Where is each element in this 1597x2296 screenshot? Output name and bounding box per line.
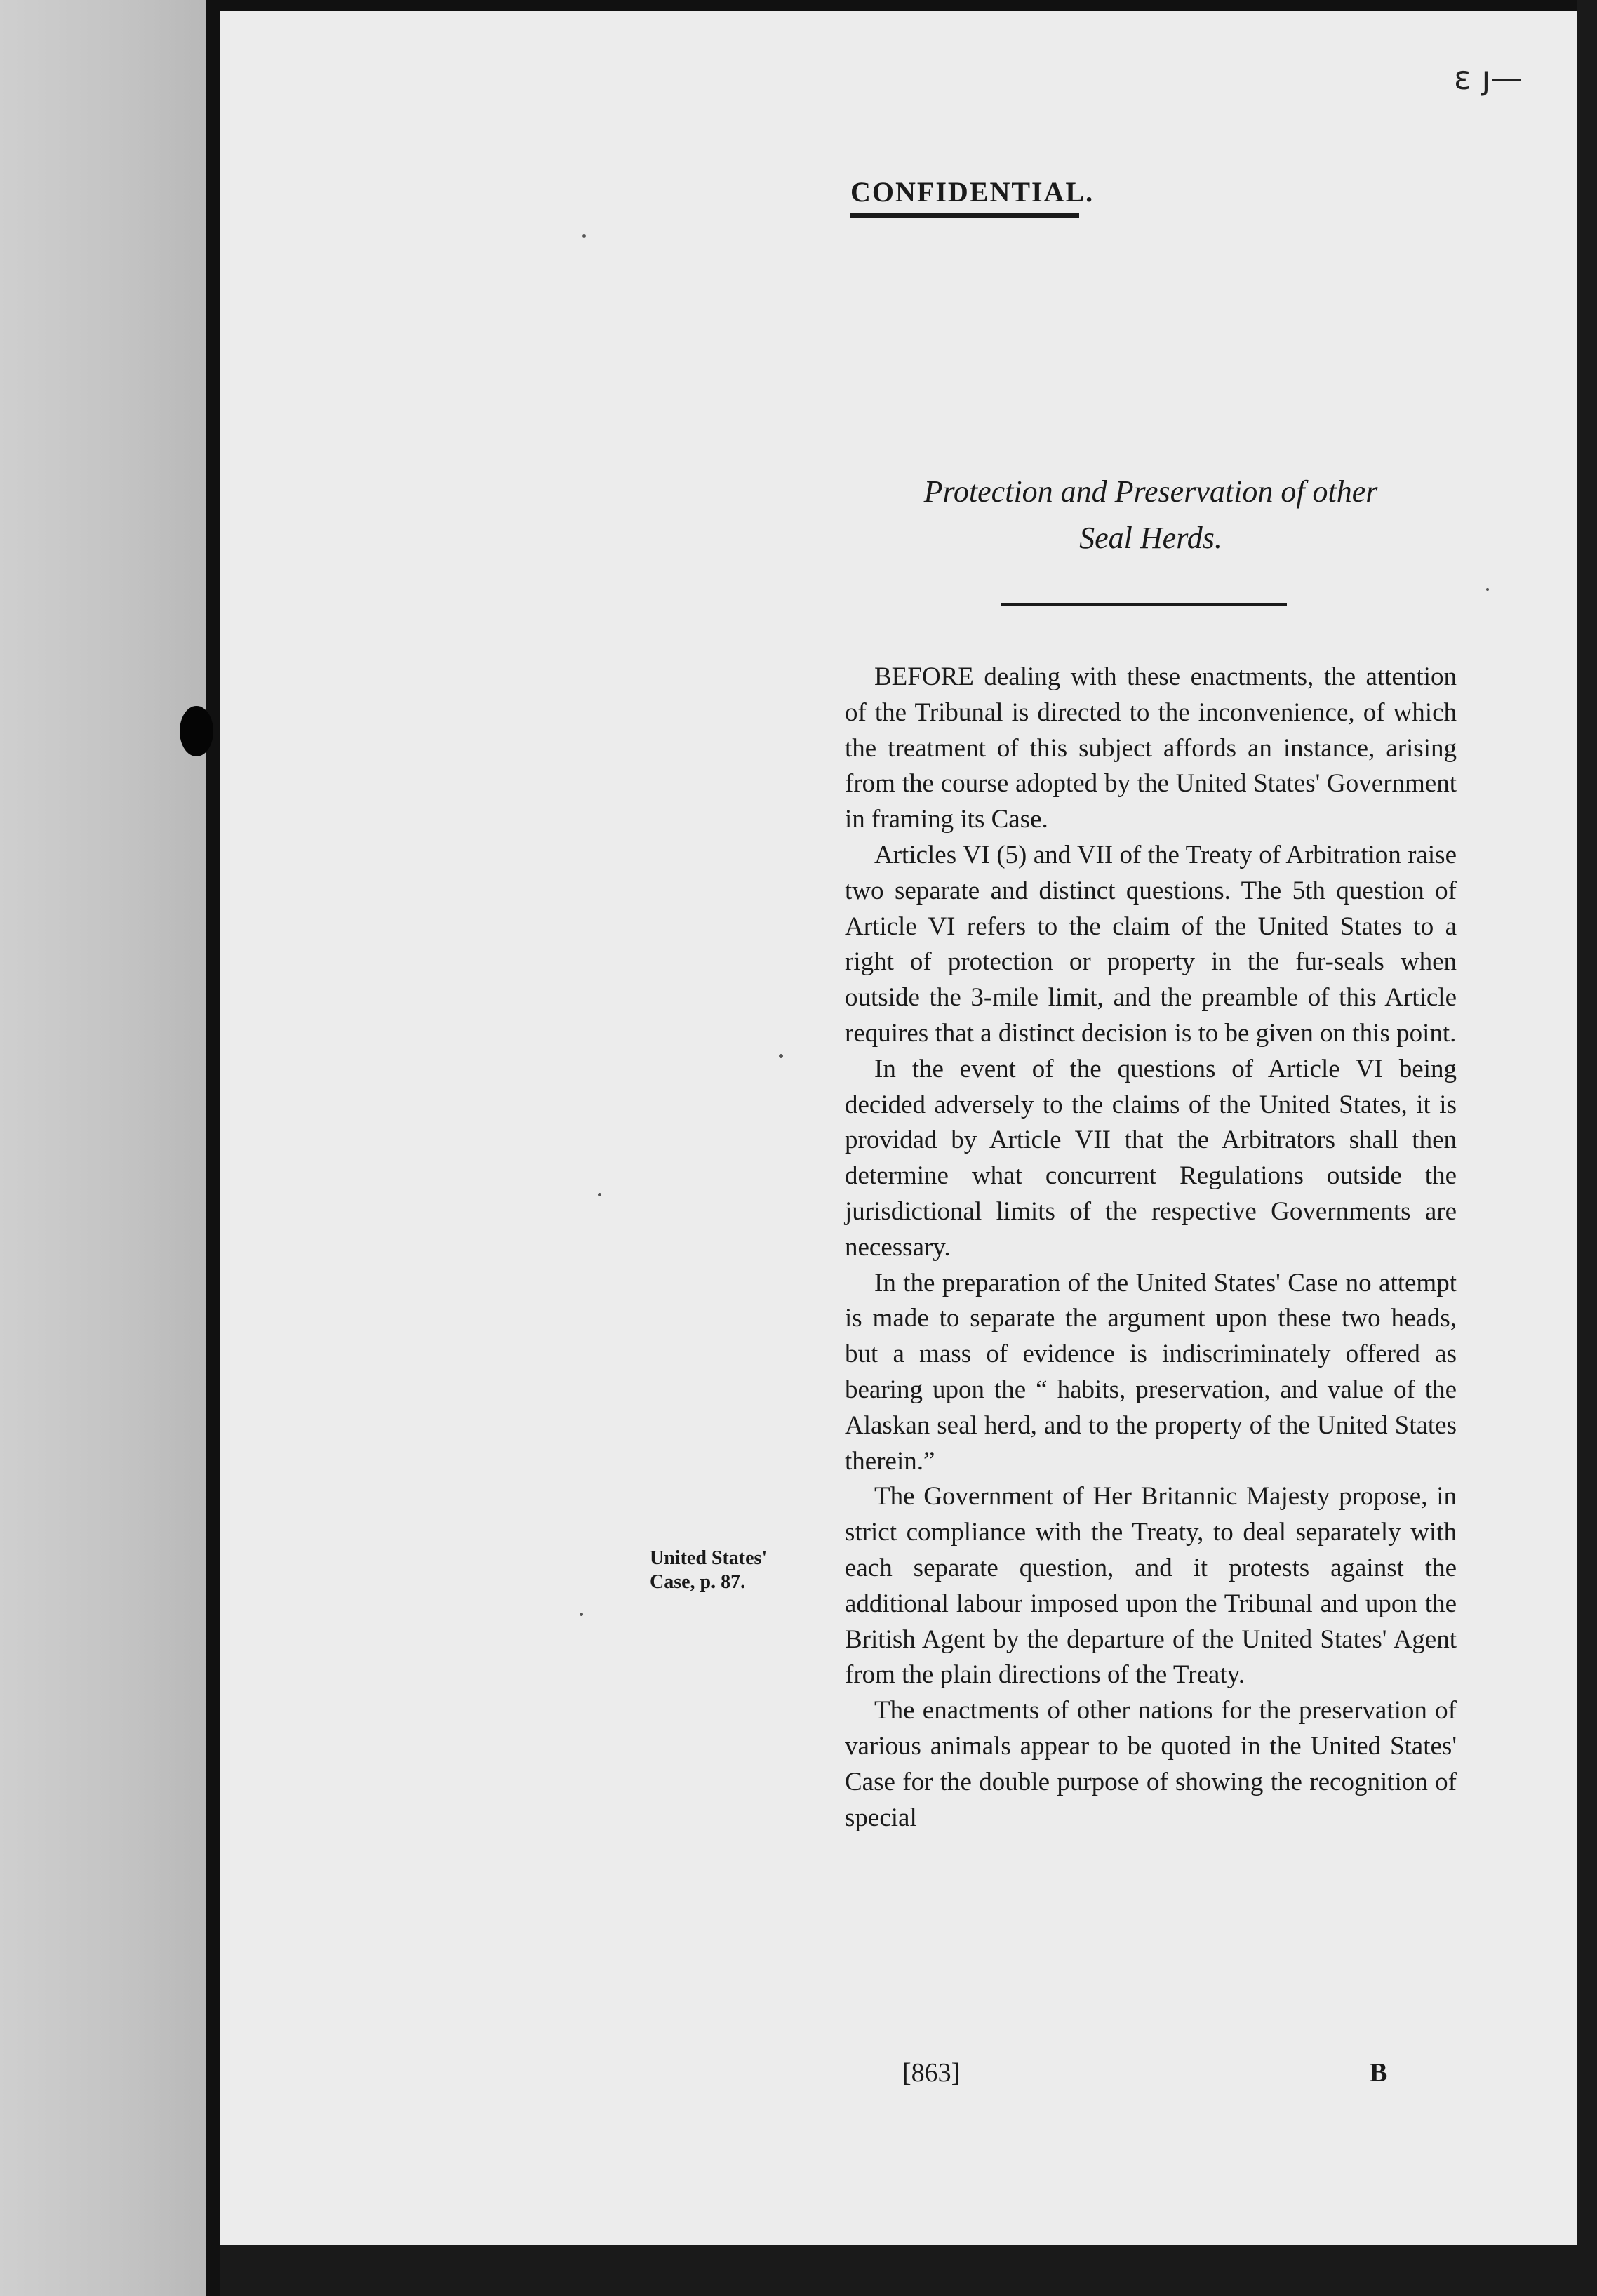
scan-speck [580, 1613, 583, 1616]
citation-line-1: United States' [650, 1547, 768, 1569]
heading-line-1: Protection and Preservation of other [923, 474, 1378, 509]
scan-bottom-border [211, 2245, 1597, 2296]
citation-line-2: Case, p. 87. [650, 1571, 746, 1593]
binding-spine [206, 0, 220, 2296]
page-number: [863] [902, 2058, 961, 2088]
paragraph: In the preparation of the United States' Case no attempt is made to separate the argument upon these two heads, but a mass of evidence is indiscriminately offered as bearing upon the “ habits, preservation, and value of the Alaskan seal herd, and to the property of the United States therein.” [845, 1268, 1457, 1476]
scan-right-border [1577, 0, 1597, 2296]
scan-top-border [211, 0, 1597, 11]
margin-citation [650, 1547, 811, 1594]
scan-left-margin [0, 0, 211, 2296]
paragraph: Articles VI (5) and VII of the Treaty of Arbitration raise two separate and distinct questions. The 5th question of Article VI refers to the claim of the United States to a right of protection or property in the fur-seals when outside the 3-mile limit, and the preamble of this Article requires that a distinct decision is to be given on this point. [845, 840, 1457, 1048]
scan-speck [582, 234, 586, 238]
binding-hole [180, 706, 213, 756]
scan-speck [598, 1193, 601, 1196]
confidential-label: CONFIDENTIAL. [850, 176, 1095, 208]
heading-rule [1001, 603, 1287, 606]
body-text [845, 660, 1457, 1836]
handwritten-margin-mark: ε ȷ— [1454, 59, 1523, 97]
paragraph: BEFORE dealing with these enactments, the attention of the Tribunal is directed to the inconvenience, of which the treatment of this subject affords an instance, arising from the course adopted by the United States' Government in framing its Case. [845, 662, 1457, 834]
paragraph: In the event of the questions of Article VI being decided adversely to the claims of the United States, it is providad by Article VII that the Arbitrators shall then determine what concurrent Regulations outside the jurisdictional limits of the respective Governments are necessary. [845, 1054, 1457, 1262]
section-heading [828, 469, 1474, 561]
signature-mark: B [1370, 2058, 1388, 2088]
paragraph: The Government of Her Britannic Majesty propose, in strict compliance with the Treaty, to deal separately with each separate question, and it protests against the additional labour imposed upon the Tribunal and upon the British Agent by the departure of the United States' Agent from the plain directions of the Treaty. [845, 1482, 1457, 1690]
paragraph: The enactments of other nations for the preservation of various animals appear to be quoted in the United States' Case for the double purpose of showing the recognition of special [845, 1696, 1457, 1832]
title-underline [850, 213, 1079, 218]
scan-speck [779, 1054, 783, 1058]
heading-line-2: Seal Herds. [1079, 521, 1222, 555]
scan-speck [1486, 588, 1489, 591]
